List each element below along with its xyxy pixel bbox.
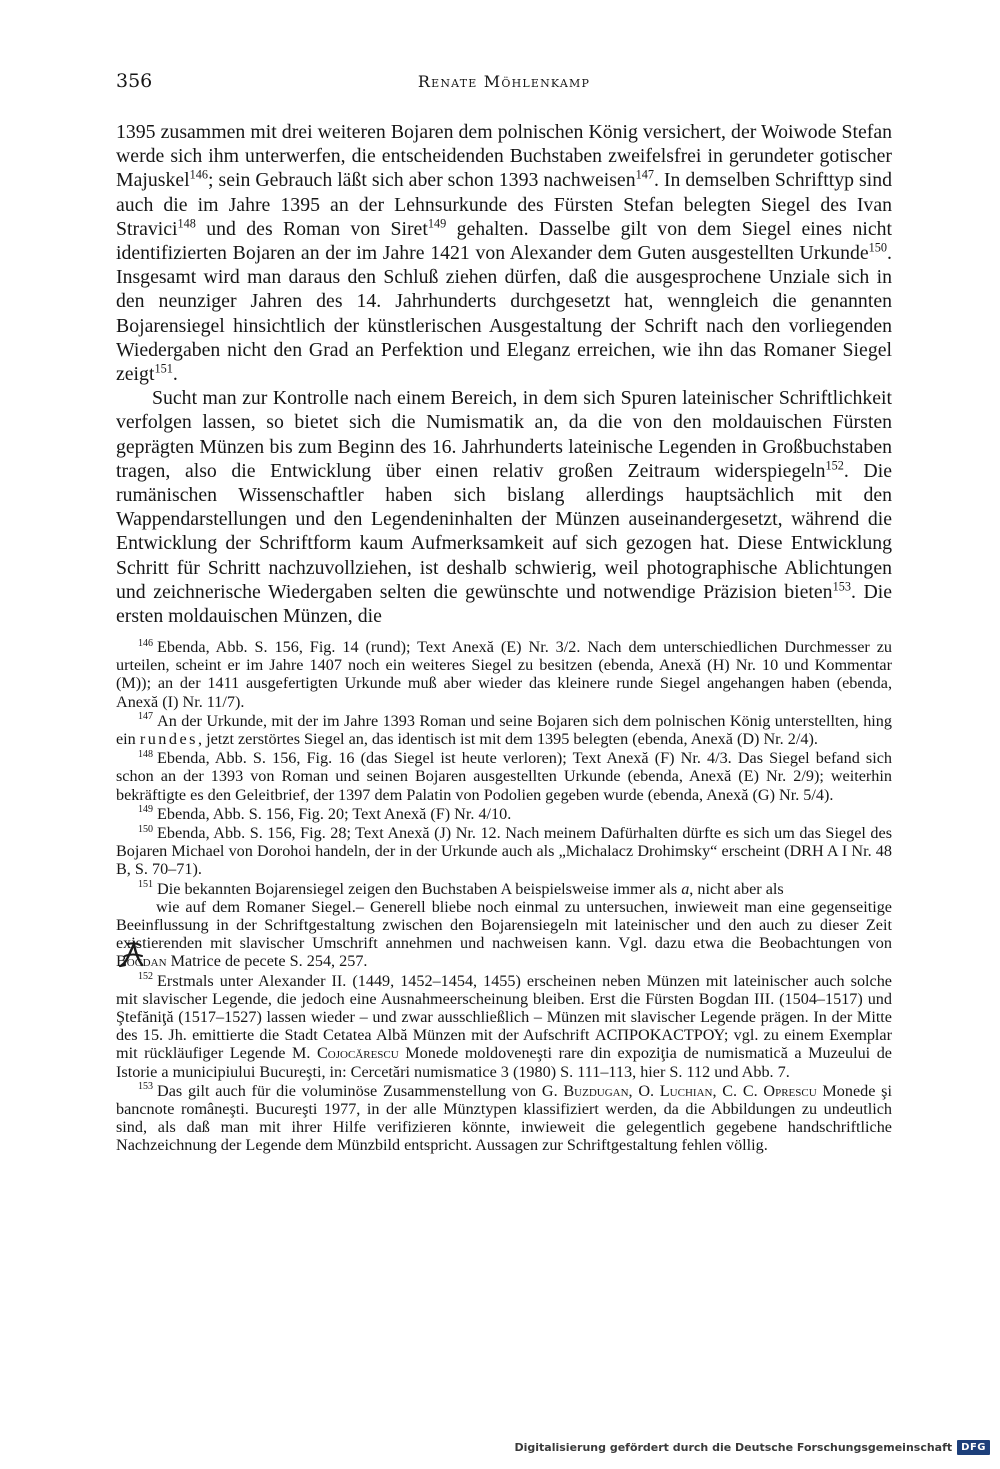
paragraph-2 xyxy=(116,386,892,628)
running-title: Renate Möhlenkamp xyxy=(417,72,591,91)
footnote-ref-149[interactable]: 149 xyxy=(427,216,447,231)
funding-banner xyxy=(514,1437,990,1457)
footnote-ref-148[interactable]: 148 xyxy=(177,216,196,231)
footnote-author: Cojocărescu xyxy=(317,1044,399,1063)
paragraph-1 xyxy=(116,120,892,386)
funding-text: Digitalisierung gefördert durch die Deutsche Forschungsgemeinschaft xyxy=(514,1440,953,1454)
footnote-text: Erstmals unter Alexander II. (1449, 1452–1454, 1455) erscheinen neben Münzen mit lateinischer auch solche mit slavischer Legende, die jedoch eine Ausnahmeerscheinung bleiben. Erst die Fürsten Bogdan III. (1504–1517) und Ştefăniţă (1517–1527) lassen wieder – und zwar ausschließlich – Münzen mit slavischer Legende prägen. In der Mitte des 15. Jh. emittierte die Stadt Cetatea Albă Münzen mit der Aufschrift ΑСΠΡΟΚΑСΤΡΟΥ; vgl. zu einem Exemplar mit rückläufiger Legende M. xyxy=(116,971,892,1063)
footnote-text: Das gilt auch für die voluminöse Zusammenstellung von G. xyxy=(157,1081,564,1100)
footnote-text: Die bekannten Bojarensiegel zeigen den Buchstaben A beispielsweise immer als xyxy=(157,879,682,898)
footnote-text: Ebenda, Abb. S. 156, Fig. 14 (rund); Text Anexă (E) Nr. 3/2. Nach dem unterschiedlichen Durchmesser zu urteilen, scheint er im Jahre 1407 noch ein weiteres Siegel zu besitzen (ebenda, Anexă (H) Nr. 10 und Kommentar (M)); an der 1411 ausgefertigten Urkunde muß aber wieder das kleinere runde Siegel angehangen haben (ebenda, Anexă (I) Nr. 11/7). xyxy=(116,638,892,711)
running-head xyxy=(116,70,892,96)
footnote-text: Monede şi bancnote româneşti. Bucureşti 1977, in der alle Münztypen klassifiziert werden, da die Abbildungen zu undeutlich sind, als daß man mit ihrer Hilfe verifizieren könnte, inwieweit die gelegentlich gegebene handschriftliche Nachzeichnung der Legende dem Münzbild entspricht. Aussagen zur Schriftgestaltung fehlen völlig. xyxy=(116,1081,892,1155)
footnote-149 xyxy=(116,805,892,823)
footnote-147 xyxy=(116,712,892,748)
footnote-number: 151 xyxy=(138,879,154,891)
paragraph-text: . xyxy=(172,363,178,386)
footnote-text: Ebenda, Abb. S. 156, Fig. 20; Text Anexă (F) Nr. 4/10. xyxy=(157,804,512,823)
footnote-number: 150 xyxy=(138,823,154,835)
footnote-italic: a xyxy=(681,879,690,898)
dfg-logo[interactable]: DFG xyxy=(957,1440,990,1455)
paragraph-text: und des Roman von Siret xyxy=(195,217,428,240)
paragraph-text: . In demselben Schrifttyp sind auch die im Jahre 1395 an der Lehnsurkunde des Fürsten Stefan belegten Siegel des Ivan Stravici xyxy=(116,169,892,240)
paragraph-text: Sucht man zur Kontrolle nach einem Bereich, in dem sich Spuren lateinischer Schriftlichkeit verfolgen lassen, so bietet sich die Numismatik an, da die von den moldauischen Fürsten geprägten Münzen bis zum Beginn des 16. Jahrhunderts lateinische Legenden in Großbuchstaben tragen, also die Entwicklung über einen relativ großen Zeitraum widerspiegeln xyxy=(116,387,892,482)
footnote-text: , O. xyxy=(628,1081,660,1100)
footnote-number: 147 xyxy=(138,711,154,723)
footnote-ref-147[interactable]: 147 xyxy=(635,167,654,182)
footnote-text: , C. C. xyxy=(712,1081,764,1100)
paragraph-text: gehalten. Dasselbe gilt von dem Siegel eines nicht identifizierten Bojaren an der im Jahre 1421 von Alexander dem Guten ausgestellten Urkunde xyxy=(116,217,892,265)
footnote-153 xyxy=(116,1082,892,1155)
footnote-146 xyxy=(116,638,892,711)
footnote-number: 148 xyxy=(138,748,154,760)
footnote-text: Ebenda, Abb. S. 156, Fig. 16 (das Siegel ist heute verloren); Text Anexă (F) Nr. 4/3. Das Siegel befand sich schon an der 1393 von Roman und seinen Bojaren ausgestellten Urkunde (ebenda, Anexă (E) Nr. 2/9); weiterhin bekräftigte es den Geleitbrief, der 1397 dem Palatin von Podolien gegeben wurde (ebenda, Anexă (G) Nr. 5/4). xyxy=(116,749,892,804)
uncial-a-glyph-icon xyxy=(118,940,148,970)
footnote-text: An der Urkunde, mit der im Jahre 1393 Roman und seine Bojaren sich dem polnischen König unterstellten, hing ein xyxy=(116,711,892,749)
paragraph-text: . Die rumänischen Wissenschaftler haben sich bislang allerdings hauptsächlich mit den Wappendarstellungen und den Legendeninhalten der Münzen auseinandergesetzt, während die Entwicklung der Schriftform kaum Aufmerksamkeit auf sich gezogen hat. Diese Entwicklung Schritt für Schritt nachzuvollziehen, ist deshalb schwierig, weil photographische Ablichtungen und zeichnerische Wiedergaben selten die gewünschte und notwendige Präzision bieten xyxy=(116,459,892,603)
footnote-text: Ebenda, Abb. S. 156, Fig. 28; Text Anexă (J) Nr. 12. Nach meinem Dafürhalten dürfte es sich um das Siegel des Bojaren Michael von Dorohoi handeln, der in der Urkunde auch als „Michalacz Drohimsky“ erscheint (DRH A I Nr. 48 B, S. 70–71). xyxy=(116,824,892,879)
paragraph-text: . Die ersten moldauischen Münzen, die xyxy=(116,580,893,628)
footnote-text: Matrice de pecete S. 254, 257. xyxy=(166,952,368,971)
footnote-number: 146 xyxy=(138,637,154,649)
footnote-ref-150[interactable]: 150 xyxy=(868,240,888,255)
footnotes xyxy=(116,638,892,1156)
footnote-ref-152[interactable]: 152 xyxy=(825,458,844,473)
footnote-text: Monede moldoveneşti rare din expoziţia de numismatică a Muzeului de Istorie a municipiului Bucureşti, in: Cercetări numismatice 3 (1980) S. 111–113, hier S. 112 und Abb. 7. xyxy=(116,1044,892,1081)
footnote-author: Buzdugan xyxy=(563,1081,629,1100)
footnote-152 xyxy=(116,972,892,1081)
body-text xyxy=(116,120,892,628)
footnote-number: 149 xyxy=(138,804,154,816)
footnote-148 xyxy=(116,749,892,804)
page-number: 356 xyxy=(116,70,153,92)
footnote-author: Oprescu xyxy=(763,1081,817,1100)
footnote-ref-146[interactable]: 146 xyxy=(189,167,209,182)
footnote-ref-153[interactable]: 153 xyxy=(832,579,851,594)
footnote-emphasis: rundes xyxy=(139,730,198,749)
footnote-number: 153 xyxy=(138,1081,154,1093)
footnote-text: wie auf dem Romaner Siegel.– Generell bliebe noch einmal zu untersuchen, inwieweit man eine gegenseitige Beeinflussung in der Schriftgestaltung zwischen den Bojarensiegeln mit lateinischer und den auch zu dieser Zeit existierenden mit slavischer Umschrift annehmen und nachweisen kann. Vgl. dazu etwa die Beobachtungen von xyxy=(116,897,892,953)
footnote-ref-151[interactable]: 151 xyxy=(154,361,173,376)
footnote-author: Bogdan xyxy=(116,952,167,971)
paragraph-text: ; sein Gebrauch läßt sich aber schon 1393 nachweisen xyxy=(208,169,636,192)
footnote-text: , jetzt zerstörtes Siegel an, das identisch ist mit dem 1395 belegten (ebenda, Anexă (D) Nr. 2/4). xyxy=(197,730,818,749)
paragraph-text: . Insgesamt wird man daraus den Schluß ziehen dürfen, daß die ausgesprochene Unziale sich in den neunziger Jahren des 14. Jahrhunderts durchgesetzt hat, wenngleich die genannten Bojarensiegel hinsichtlich der künstlerischen Ausgestaltung der Schrift nach den vorliegenden Wiedergaben nicht den Grad an Perfektion und Eleganz erreichen, wie ihn das Romaner Siegel zeigt xyxy=(116,242,892,386)
footnote-151 xyxy=(116,880,892,971)
footnote-150 xyxy=(116,824,892,879)
footnote-number: 152 xyxy=(138,971,154,983)
paragraph-text: 1395 zusammen mit drei weiteren Bojaren dem polnischen König versichert, der Woiwode Stefan werde sich ihm unterwerfen, die entscheidenden Buchstaben zweifelsfrei in gerundeter gotischer Majuskel xyxy=(116,121,892,192)
footnote-text: , nicht aber als xyxy=(689,879,784,898)
footnote-author: Luchian xyxy=(659,1081,713,1100)
